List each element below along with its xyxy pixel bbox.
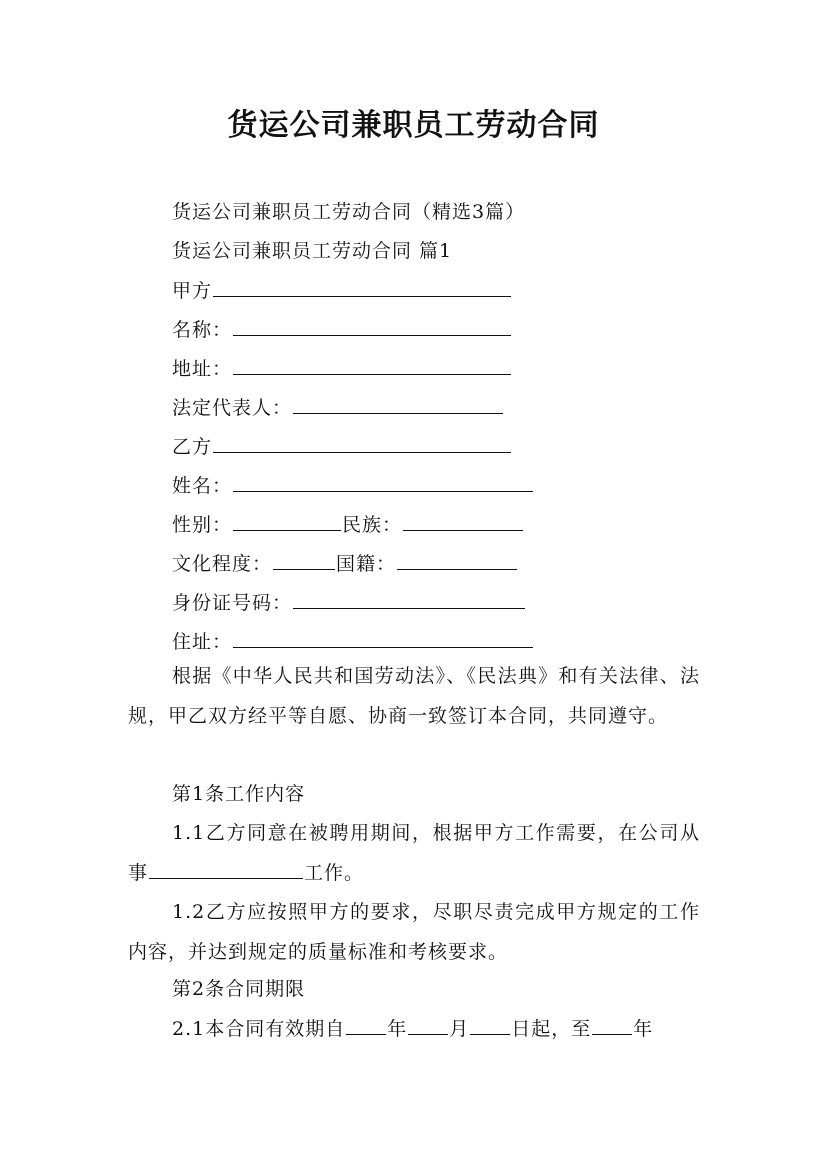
education-nationality-line	[172, 551, 518, 576]
gender-ethnicity-line	[172, 512, 524, 537]
document-title: 货运公司兼职员工劳动合同	[227, 108, 600, 143]
gender-label: 性别：	[172, 514, 233, 536]
section-heading: 货运公司兼职员工劳动合同 篇1	[172, 240, 453, 262]
party-a-address-line	[172, 356, 512, 381]
party-b-name-line	[172, 473, 534, 498]
article-2-heading: 第2条合同期限	[172, 978, 306, 1000]
document-subtitle: 货运公司兼职员工劳动合同（精选3篇）	[172, 201, 526, 223]
id-number-line	[172, 590, 526, 615]
education-blank	[273, 551, 335, 570]
nationality-blank	[397, 551, 517, 570]
party-a-name-line	[172, 317, 512, 342]
start-month-blank	[408, 1016, 448, 1035]
legal-rep-blank	[293, 395, 503, 414]
party-b-name-label: 姓名：	[172, 475, 233, 497]
education-label: 文化程度：	[172, 553, 273, 575]
year-label: 年	[387, 1018, 408, 1040]
clause-1-2-paragraph: 1.2乙方应按照甲方的要求，尽职尽责完成甲方规定的工作内容，并达到规定的质量标准和考核要求。	[128, 901, 700, 963]
ethnicity-label: 民族：	[342, 514, 403, 536]
party-b-blank	[213, 434, 511, 453]
party-b-label: 乙方	[172, 436, 213, 458]
legal-rep-line	[172, 395, 504, 420]
party-a-address-blank	[233, 356, 511, 375]
clause-2-1-prefix: 2.1本合同有效期自	[172, 1018, 346, 1040]
party-a-line	[172, 278, 512, 303]
clause-1-1-text: 1.1乙方同意在被聘用期间，根据甲方工作需要，在公司从事	[128, 822, 700, 884]
clause-2-1-line	[172, 1016, 653, 1041]
residence-line	[172, 629, 534, 654]
preamble-paragraph: 根据《中华人民共和国劳动法》、《民法典》和有关法律、法规，甲乙双方经平等自愿、协商一致签订本合同，共同遵守。	[128, 665, 700, 727]
start-year-blank	[346, 1016, 386, 1035]
ethnicity-blank	[403, 512, 523, 531]
party-a-name-blank	[233, 317, 511, 336]
residence-label: 住址：	[172, 631, 233, 653]
party-a-address-label: 地址：	[172, 358, 233, 380]
id-number-label: 身份证号码：	[172, 592, 293, 614]
nationality-label: 国籍：	[336, 553, 397, 575]
party-a-name-label: 名称：	[172, 319, 233, 341]
start-day-blank	[470, 1016, 510, 1035]
party-b-line	[172, 434, 512, 459]
day-start-label: 日起，至	[511, 1018, 592, 1040]
job-blank	[149, 860, 303, 879]
gender-blank	[233, 512, 341, 531]
party-a-blank	[213, 278, 511, 297]
id-number-blank	[293, 590, 525, 609]
party-a-label: 甲方	[172, 280, 213, 302]
party-b-name-blank	[233, 473, 533, 492]
residence-blank	[233, 629, 533, 648]
end-year-label: 年	[633, 1018, 654, 1040]
clause-1-1-paragraph	[128, 813, 700, 893]
end-year-blank	[592, 1016, 632, 1035]
legal-rep-label: 法定代表人：	[172, 397, 293, 419]
month-label: 月	[449, 1018, 470, 1040]
clause-1-1-tail: 工作。	[304, 862, 365, 884]
article-1-heading: 第1条工作内容	[172, 783, 306, 805]
